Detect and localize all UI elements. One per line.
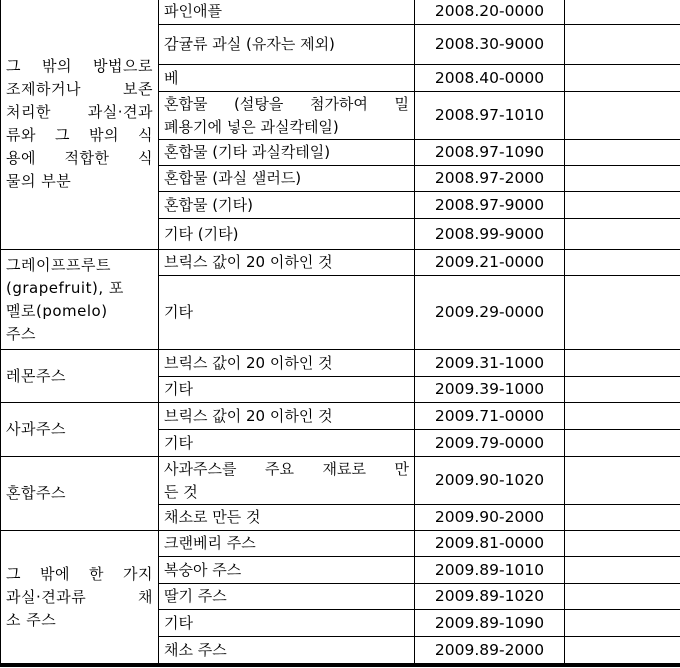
description-cell [159,557,415,584]
table-row [1,350,680,377]
hs-code-cell: 2008.20-0000 [415,0,565,25]
hs-code-cell: 2009.21-0000 [415,250,565,276]
empty-cell [565,350,680,377]
hs-code-cell: 2008.97-2000 [415,166,565,192]
empty-cell [565,531,680,557]
hs-code-cell: 2009.89-2000 [415,637,565,664]
category-line: 소 주스 [6,610,57,629]
hs-code-cell: 2008.40-0000 [415,65,565,92]
description-cell [159,192,415,219]
empty-cell [565,377,680,403]
description-line: 기타 [164,613,193,632]
hs-code-cell: 2008.30-9000 [415,25,565,65]
description-line: 기타 [164,380,193,398]
description-line: 크랜베리 주스 [164,534,256,552]
category-line: 멜로(pomelo) [6,301,108,320]
description-line: 사과주스를 주요 재료로 만 [164,459,409,478]
category-line: 그레이프프루트 [6,255,111,274]
description-line: 기타 (기타) [164,224,239,243]
table-row [1,457,680,505]
hs-code-cell: 2009.31-1000 [415,350,565,377]
description-line: 혼합물 (설탕을 첨가하여 밀 [164,94,409,113]
description-line: 브릭스 값이 20 이하인 것 [164,253,333,271]
hs-code-cell: 2008.99-9000 [415,219,565,250]
description-line: 채소로 만든 것 [164,508,261,526]
empty-cell [565,637,680,664]
category-line: 조제하거나 보존 [6,79,153,98]
category-line: (grapefruit), 포 [6,278,124,297]
description-line: 복숭아 주스 [164,560,242,579]
hs-code-cell: 2009.89-1020 [415,584,565,610]
description-line: 혼합물 (기타 과실칵테일) [164,143,331,161]
empty-cell [565,219,680,250]
description-cell [159,92,415,140]
hs-code-cell: 2008.97-1010 [415,92,565,140]
description-line: 감귤류 과실 (유자는 제외) [164,35,335,53]
description-cell [159,25,415,65]
table-row [1,531,680,557]
category-line: 주스 [6,324,36,343]
description-line: 폐용기에 넣은 과실칵테일) [164,117,339,136]
category-line: 용에 적합한 식 [6,148,153,167]
description-cell [159,403,415,430]
description-cell [159,350,415,377]
description-cell [159,610,415,637]
description-cell [159,0,415,25]
hs-code-cell: 2009.81-0000 [415,531,565,557]
table-row [1,250,680,276]
category-line: 처리한 과실·견과 [6,102,153,121]
table-row [1,403,680,430]
hs-code-cell: 2009.79-0000 [415,430,565,457]
empty-cell [565,166,680,192]
description-cell [159,505,415,531]
category-line: 그 밖의 방법으로 [6,56,153,75]
hs-code-cell: 2009.29-0000 [415,276,565,350]
table-row [1,0,680,25]
category-line: 물의 부분 [6,171,72,190]
description-line: 혼합물 (기타) [164,195,253,214]
description-cell [159,140,415,166]
category-cell [1,403,159,457]
hs-code-cell: 2008.97-1090 [415,140,565,166]
description-cell [159,637,415,664]
description-line: 혼합물 (과실 샐러드) [164,169,302,187]
description-cell [159,430,415,457]
empty-cell [565,610,680,637]
empty-cell [565,25,680,65]
empty-cell [565,192,680,219]
category-line: 혼합주스 [6,484,66,502]
category-line: 류와 그 밖의 식 [6,125,153,144]
empty-cell [565,65,680,92]
category-cell [1,0,159,250]
description-line: 기타 [164,433,193,452]
hs-code-cell: 2009.90-1020 [415,457,565,505]
empty-cell [565,505,680,531]
description-line: 딸기 주스 [164,587,227,605]
tariff-table-body [1,0,680,664]
description-line: 채소 주스 [164,640,227,659]
category-cell [1,350,159,403]
empty-cell [565,584,680,610]
description-cell [159,457,415,505]
empty-cell [565,92,680,140]
description-cell [159,65,415,92]
empty-cell [565,457,680,505]
empty-cell [565,140,680,166]
empty-cell [565,430,680,457]
description-line: 베 [164,68,179,87]
empty-cell [565,557,680,584]
empty-cell [565,276,680,350]
hs-code-cell: 2009.89-1010 [415,557,565,584]
description-cell [159,531,415,557]
description-cell [159,276,415,350]
category-line: 레몬주스 [6,366,66,385]
bottom-rule [0,664,680,667]
description-line: 든 것 [164,482,198,501]
description-cell [159,584,415,610]
category-cell [1,457,159,531]
hs-code-cell: 2009.89-1090 [415,610,565,637]
category-cell [1,250,159,350]
hs-code-cell: 2009.90-2000 [415,505,565,531]
hs-code-cell: 2008.97-9000 [415,192,565,219]
category-line: 과실·견과류 채 [6,587,153,606]
hs-code-cell: 2009.39-1000 [415,377,565,403]
category-line: 그 밖에 한 가지 [6,564,153,583]
description-line: 브릭스 값이 20 이하인 것 [164,406,333,425]
description-cell [159,166,415,192]
hs-code-cell: 2009.71-0000 [415,403,565,430]
description-cell [159,377,415,403]
description-cell [159,250,415,276]
description-line: 파인애플 [164,1,222,20]
description-line: 브릭스 값이 20 이하인 것 [164,353,333,372]
empty-cell [565,250,680,276]
description-cell [159,219,415,250]
description-line: 기타 [164,303,193,321]
empty-cell [565,403,680,430]
empty-cell [565,0,680,25]
category-line: 사과주스 [6,420,66,438]
category-cell [1,531,159,664]
